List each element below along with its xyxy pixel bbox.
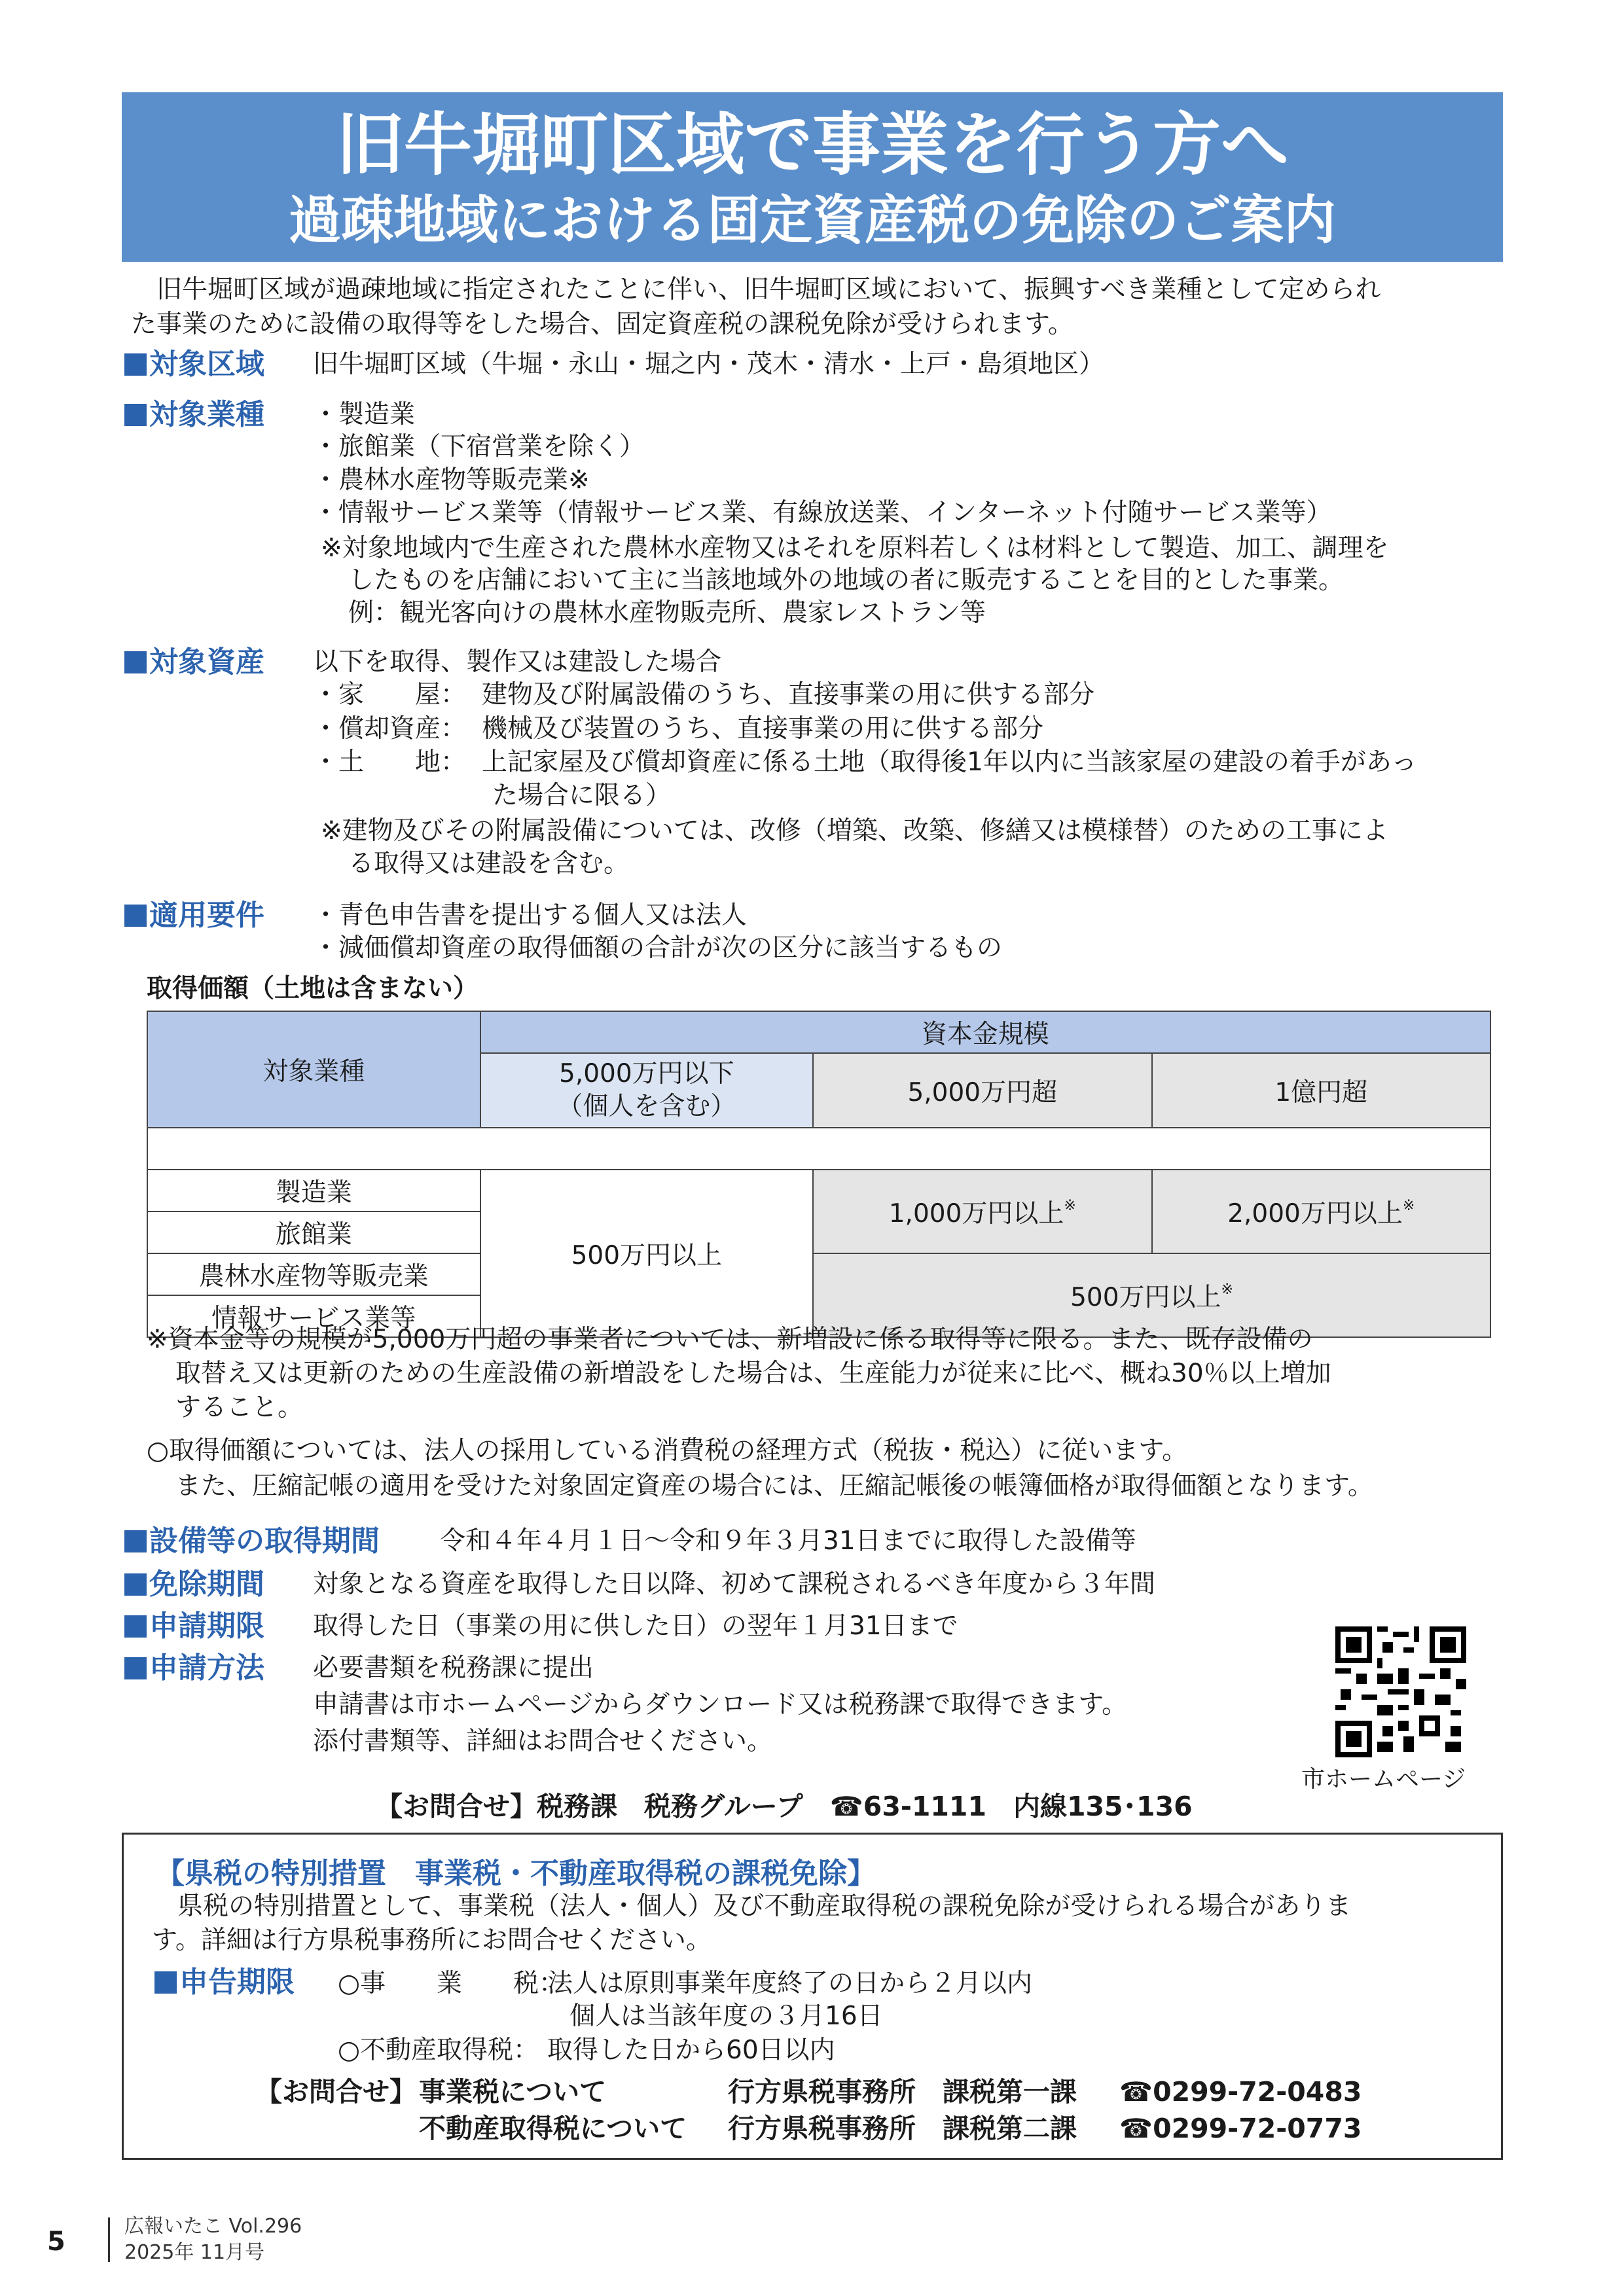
industry-item: ・旅館業（下宿営業を除く） [313,432,645,461]
header-capital-small: 5,000万円以下 （個人を含む） [480,1053,813,1128]
page-title: 旧牛堀町区域で事業を行う方へ [335,105,1289,185]
asset-house-value: 建物及び附属設備のうち、直接事業の用に供する部分 [482,680,1095,709]
asset-land-value: た場合に限る） [492,781,672,810]
square-bullet-icon [124,404,147,426]
filing-deadline-label: 申告期限 [154,1965,295,2000]
assets-lead: 以下を取得、製作又は建設した場合 [313,647,722,677]
method-line: 添付書類等、詳細はお問合せください。 [313,1727,773,1756]
area-text: 旧牛堀町区域（牛堀・永山・堀之内・茂木・清水・上戸・島須地区） [313,350,1105,379]
square-bullet-icon [154,1971,177,1994]
industry-item: ・製造業 [313,400,416,429]
prefecture-text: す。詳細は行方県税事務所にお問合せください。 [152,1926,712,1955]
business-tax-value: 法人は原則事業年度終了の日から２月以内 [547,1969,1033,1998]
area-label: 対象区域 [124,347,264,382]
price-note: また、圧縮記帳の適用を受けた対象固定資産の場合には、圧縮記帳後の帳簿価格が取得価額となります。 [175,1471,1373,1501]
header-capital: 資本金規模 [480,1011,1490,1053]
contact-subject: 不動産取得税について [419,2113,687,2144]
qr-code-icon[interactable] [1335,1626,1466,1757]
square-bullet-icon [124,1615,147,1638]
requirement-item: ・減価償却資産の取得価額の合計が次の区分に該当するもの [313,933,1003,963]
contact-office: 行方県税事務所 課税第二課 [728,2113,1077,2144]
cell-mid-manufacturing-lodging: 1,000万円以上※ [813,1170,1151,1253]
table-row-label: 農林水産物等販売業 [147,1253,480,1295]
table-note: ※資本金等の規模が5,000万円超の事業者については、新増設に係る取得等に限る。また、既存設備の [147,1325,1313,1354]
table-row-label: 旅館業 [147,1211,480,1253]
asset-depreciable-value: 機械及び装置のうち、直接事業の用に供する部分 [482,714,1044,744]
assets-note: ※建物及びその附属設備については、改修（増築、改築、修繕又は模様替）のための工事によ [321,816,1388,846]
prefecture-title: 【県税の特別措置 事業税・不動産取得税の課税免除】 [156,1857,876,1890]
cell-small-all: 500万円以上 [480,1170,813,1337]
page-subtitle: 過疎地域における固定資産税の免除のご案内 [289,190,1336,251]
exemption-label: 免除期間 [124,1567,264,1602]
business-tax-key: ○事 業 税： [338,1969,565,1998]
deadline-text: 取得した日（事業の用に供した日）の翌年１月31日まで [313,1611,958,1641]
price-note: ○取得価額については、法人の採用している消費税の経理方式（税抜・税込）に従います。 [147,1436,1188,1465]
period-label: 設備等の取得期間 [124,1524,380,1558]
acquisition-amount-table [147,1011,1491,1338]
contact-tel: ☎0299-72-0773 [1119,2113,1362,2144]
table-caption: 取得価額（土地は含まない） [147,974,479,1003]
contact-tel: ☎0299-72-0483 [1119,2076,1362,2108]
square-bullet-icon [124,1573,147,1596]
asset-house-key: ・家 屋： [313,680,467,709]
square-bullet-icon [124,1657,147,1679]
asset-depreciable-key: ・償却資産： [313,714,467,744]
asset-land-key: ・土 地： [313,747,467,777]
exemption-text: 対象となる資産を取得した日以降、初めて課税されるべき年度から３年間 [313,1570,1156,1599]
real-estate-tax-value: 取得した日から60日以内 [547,2036,835,2065]
square-bullet-icon [124,1530,147,1552]
magazine-name: 広報いたこ Vol.296 [124,2215,302,2238]
contact-subject: 事業税について [419,2076,607,2108]
deadline-label: 申請期限 [124,1609,264,1643]
real-estate-tax-key: ○不動産取得税： [338,2036,539,2065]
title-banner [122,92,1503,262]
assets-note: る取得又は建設を含む。 [348,849,630,878]
method-label: 申請方法 [124,1651,264,1685]
asset-land-value: 上記家屋及び償却資産に係る土地（取得後1年以内に当該家屋の建設の着手があっ [482,747,1417,777]
prefecture-text: 県税の特別措置として、事業税（法人・個人）及び不動産取得税の課税免除が受けられる場合がありま [152,1892,1352,1921]
business-tax-value: 個人は当該年度の３月16日 [569,2001,883,2031]
footer-divider [108,2217,110,2262]
table-note: すること。 [175,1393,304,1422]
contact-office: 行方県税事務所 課税第一課 [728,2076,1077,2108]
cell-large-manufacturing-lodging: 2,000万円以上※ [1152,1170,1490,1253]
header-capital-mid: 5,000万円超 [813,1053,1151,1128]
period-text: 令和４年４月１日～令和９年３月31日までに取得した設備等 [440,1526,1136,1556]
square-bullet-icon [124,905,147,927]
issue-date: 2025年 11月号 [124,2241,265,2264]
intro-line-1: 旧牛堀町区域が過疎地域に指定されたことに伴い、旧牛堀町区域において、振興すべき業種として定められ [131,275,1381,304]
requirement-item: ・青色申告書を提出する個人又は法人 [313,901,748,930]
intro-line-2: た事業のために設備の取得等をした場合、固定資産税の課税免除が受けられます。 [131,310,1074,339]
industry-note: ※対象地域内で生産された農林水産物又はそれを原料若しくは材料として製造、加工、調理を [321,533,1389,563]
square-bullet-icon [124,353,147,376]
industry-example: 例：観光客向けの農林水産物販売所、農家レストラン等 [348,598,986,628]
square-bullet-icon [124,651,147,673]
table-row-label: 製造業 [147,1170,480,1211]
contact-info: 【お問合せ】税務課 税務グループ ☎63-1111 内線135･136 [376,1791,1193,1822]
header-capital-large: 1億円超 [1152,1053,1490,1128]
header-industry: 対象業種 [147,1011,480,1128]
industry-item: ・情報サービス業等（情報サービス業、有線放送業、インターネット付随サービス業等） [313,498,1332,528]
requirements-label: 適用要件 [124,898,264,933]
industry-note: したものを店舗において主に当該地域外の地域の者に販売することを目的とした事業。 [348,565,1344,595]
page-number: 5 [47,2227,65,2257]
industries-label: 対象業種 [124,397,264,432]
table-row-label: 情報サービス業等 [147,1295,480,1337]
table-note: 取替え又は更新のための生産設備の新増設をした場合は、生産能力が従来に比べ、概ね30％以上増加 [175,1359,1331,1388]
method-line: 必要書類を税務課に提出 [313,1653,594,1683]
prefecture-contact-label: 【お問合せ】 [255,2076,416,2108]
industry-item: ・農林水産物等販売業※ [313,465,590,495]
method-line: 申請書は市ホームページからダウンロード又は税務課で取得できます。 [313,1690,1128,1719]
qr-caption: 市ホームページ [1301,1766,1466,1793]
cell-other-industries: 500万円以上※ [813,1253,1490,1337]
assets-label: 対象資産 [124,645,264,679]
